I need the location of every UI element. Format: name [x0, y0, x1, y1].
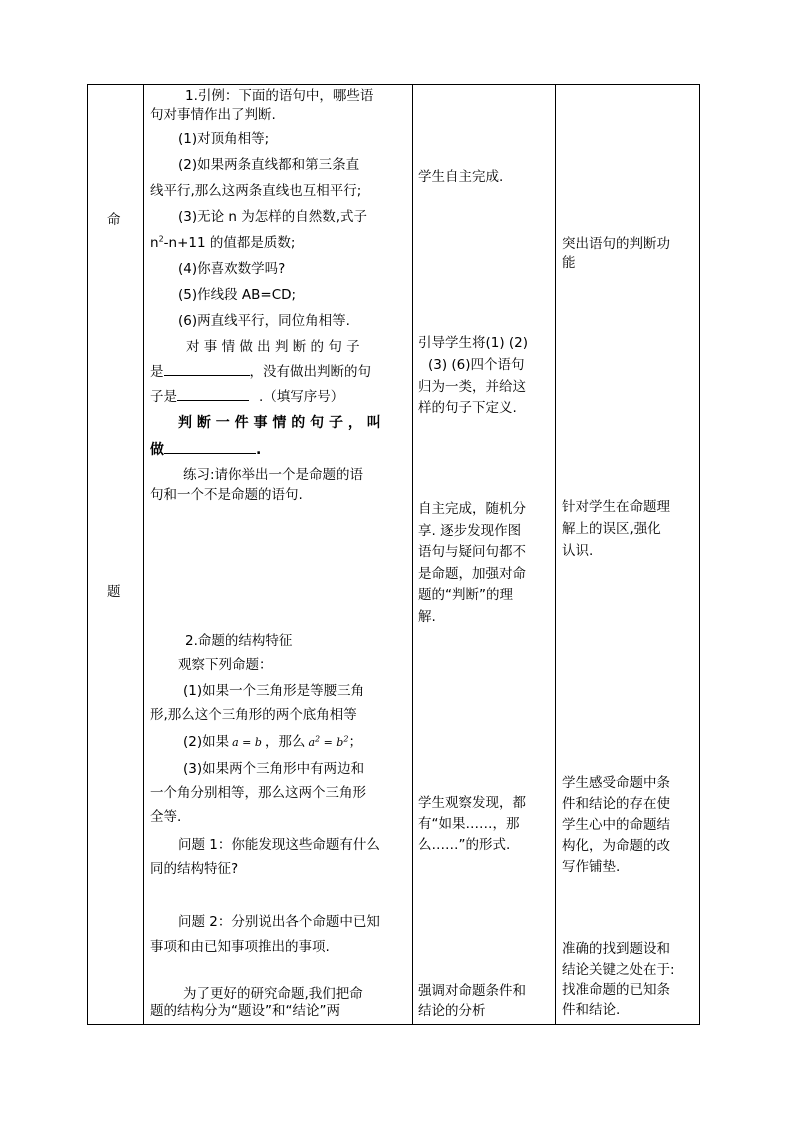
intent-note-4-line2: 结论关键之处在于:	[562, 962, 675, 978]
intent-note-3-line3: 学生心中的命题结	[562, 817, 670, 833]
student-note-4-line1: 学生观察发现，都	[418, 795, 526, 811]
intent-note-4-line3: 找准命题的已知条	[562, 982, 670, 998]
student-note-3-line2: 享. 逐步发现作图	[418, 523, 522, 539]
proposition-3-line3: 全等.	[150, 809, 182, 825]
definition-line2: 做 .	[150, 442, 262, 458]
intent-note-2-line3: 认识.	[562, 543, 594, 559]
table-border-bottom	[87, 1024, 700, 1025]
student-note-2-line2: (3) (6)四个语句	[428, 357, 525, 373]
intent-note-3-line1: 学生感受命题中条	[562, 775, 670, 791]
student-note-4-line3: 么……”的形式.	[418, 837, 511, 853]
student-note-5-line1: 强调对命题条件和	[418, 983, 526, 999]
student-note-1: 学生自主完成.	[418, 169, 504, 185]
section-char-top: 命	[107, 212, 121, 228]
example-item-1: (1)对顶角相等;	[178, 131, 270, 147]
intent-note-3-line2: 件和结论的存在使	[562, 796, 670, 812]
s2-title: 2.命题的结构特征	[185, 633, 293, 649]
question-2-line1: 问题 2：分别说出各个命题中已知	[178, 914, 380, 930]
intent-note-3-line4: 构化，为命题的改	[562, 838, 670, 854]
example-item-2-line1: (2)如果两条直线都和第三条直	[178, 157, 360, 173]
student-note-3-line1: 自主完成，随机分	[418, 501, 526, 517]
practice-line1: 练习:请你举出一个是命题的语	[183, 467, 364, 483]
table-border-top	[87, 84, 700, 85]
intent-note-4-line4: 件和结论.	[562, 1002, 621, 1018]
definition-line1: 判 断 一 件 事 情 的 句 子 ， 叫	[178, 415, 381, 431]
answer-blank-2[interactable]	[177, 387, 249, 401]
closing-line1: 为了更好的研究命题,我们把命	[183, 986, 363, 1002]
table-border-right	[699, 84, 700, 1025]
question-1-line1: 问题 1：你能发现这些命题有什么	[178, 837, 380, 853]
student-note-3-line3: 语句与疑问句都不	[418, 544, 526, 560]
intent-note-1-line2: 能	[562, 255, 576, 271]
intent-note-2-line2: 解上的误区,强化	[562, 521, 661, 537]
intent-note-1-line1: 突出语句的判断功	[562, 236, 670, 252]
table-divider-3	[555, 84, 556, 1025]
student-note-5-line2: 结论的分析	[418, 1003, 486, 1019]
table-border-left	[87, 84, 88, 1025]
example-item-2-line2: 线平行,那么这两条直线也互相平行;	[150, 183, 362, 199]
fill-question-line2: 是 ，没有做出判断的句	[150, 364, 371, 380]
proposition-3-line2: 一个角分别相等，那么这两个三角形	[150, 785, 366, 801]
fill-question-line1: 对 事 情 做 出 判 断 的 句 子	[186, 339, 360, 355]
student-note-3-line5: 题的“判断”的理	[418, 587, 513, 603]
example-item-6: (6)两直线平行，同位角相等.	[178, 313, 350, 329]
intent-note-3-line5: 写作铺垫.	[562, 859, 621, 875]
proposition-2: (2)如果 a = b ，那么 $a^2 = b^2$；	[183, 734, 362, 750]
intent-note-2-line1: 针对学生在命题理	[562, 499, 670, 515]
s1-title-line1: 1.引例：下面的语句中，哪些语	[185, 88, 374, 104]
example-item-4: (4)你喜欢数学吗?	[178, 261, 286, 277]
student-note-3-line4: 是命题，加强对命	[418, 566, 526, 582]
student-note-3-line6: 解.	[418, 609, 436, 625]
practice-line2: 句和一个不是命题的语句.	[150, 487, 303, 503]
observe-label: 观察下列命题：	[178, 657, 273, 673]
answer-blank-1[interactable]	[164, 362, 250, 376]
student-note-2-line3: 归为一类，并给这	[418, 379, 526, 395]
example-item-3-line1: (3)无论 n 为怎样的自然数,式子	[178, 209, 368, 225]
answer-blank-3[interactable]	[164, 440, 256, 454]
question-2-line2: 事项和由已知事项推出的事项.	[150, 939, 330, 955]
closing-line2: 题的结构分为“题设”和“结论”两	[150, 1003, 340, 1019]
proposition-3-line1: (3)如果两个三角形中有两边和	[183, 761, 365, 777]
fill-question-line3: 子是 .（填写序号）	[150, 389, 345, 405]
s1-title-line2: 句对事情作出了判断.	[150, 107, 276, 123]
proposition-1-line1: (1)如果一个三角形是等腰三角	[183, 683, 365, 699]
section-char-bottom: 题	[107, 584, 121, 600]
table-divider-2	[412, 84, 413, 1025]
question-1-line2: 同的结构特征?	[150, 861, 239, 877]
proposition-1-line2: 形,那么这个三角形的两个底角相等	[150, 707, 357, 723]
example-item-3-line2: $n^2-n+11$ 的值都是质数;	[150, 234, 296, 251]
student-note-2-line1: 引导学生将(1) (2)	[418, 335, 529, 351]
intent-note-4-line1: 准确的找到题设和	[562, 941, 670, 957]
example-item-5: (5)作线段 AB=CD;	[178, 287, 297, 303]
table-divider-1	[143, 84, 144, 1025]
student-note-4-line2: 有“如果……，那	[418, 816, 520, 832]
student-note-2-line4: 样的句子下定义.	[418, 400, 517, 416]
